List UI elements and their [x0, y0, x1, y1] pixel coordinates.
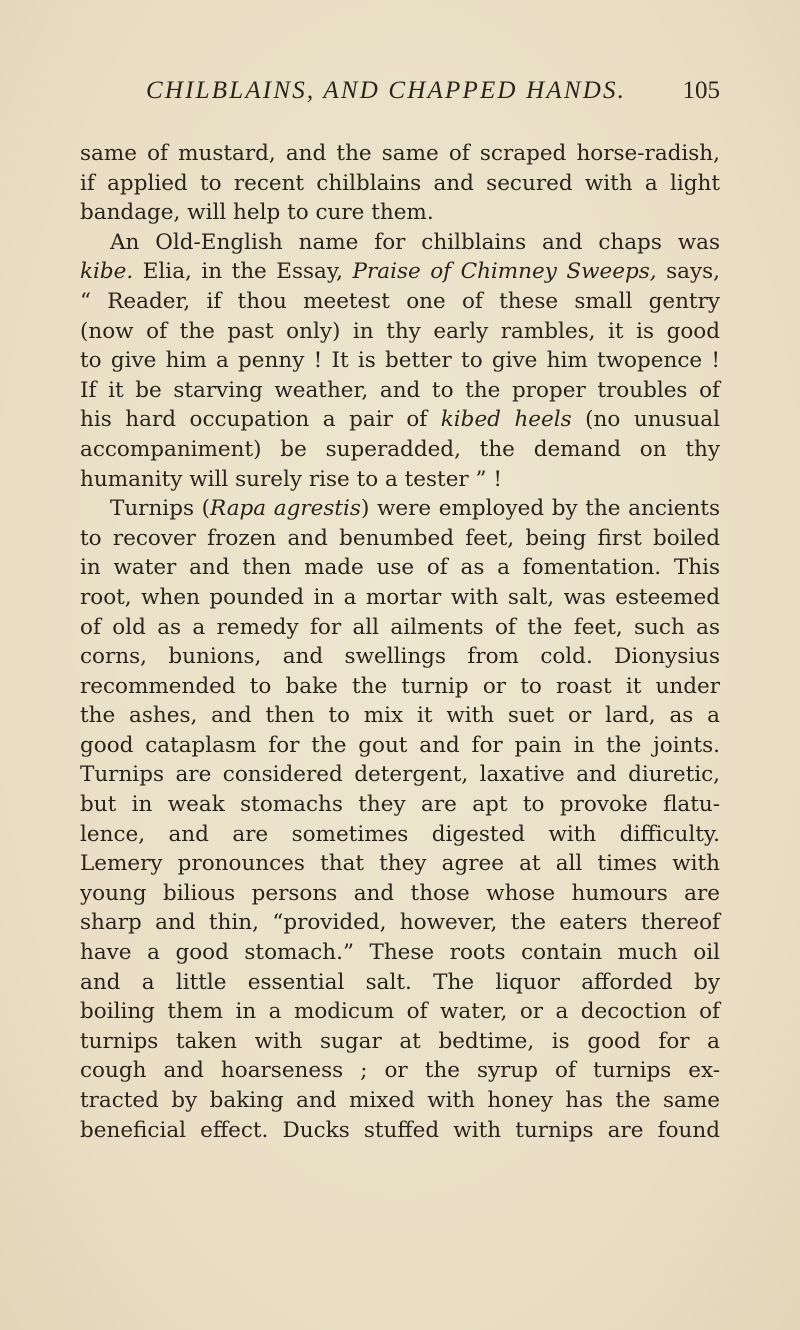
text-line: if applied to recent chilblains and secured with a light: [80, 170, 720, 196]
text-line: in water and then made use of as a fomentation. This: [80, 555, 720, 581]
text-line: good cataplasm for the gout and for pain in the joints.: [80, 732, 720, 758]
text-line: bandage, will help to cure them.: [80, 200, 434, 226]
text-span: Elia, in the Essay,: [133, 259, 353, 285]
text-line: to recover frozen and benumbed feet, being first boiled: [80, 525, 720, 551]
text-line: cough and hoarseness ; or the syrup of turnips ex-: [80, 1058, 720, 1084]
text-line: (now of the past only) in thy early rambles, it is good: [80, 318, 720, 344]
text-line: “ Reader, if thou meetest one of these small gentry: [80, 288, 720, 314]
italic-title: Praise of Chimney Sweeps,: [352, 259, 657, 285]
text-line: have a good stomach.” These roots contain much oil: [80, 940, 720, 966]
text-line: Turnips are considered detergent, laxative and diuretic,: [80, 762, 720, 788]
text-line: Lemery pronounces that they agree at all times with: [80, 851, 720, 877]
italic-term: kibe.: [80, 259, 134, 285]
text-line: recommended to bake the turnip or to roast it under: [80, 673, 720, 699]
text-line: beneficial effect. Ducks stuffed with turnips are found: [80, 1117, 720, 1143]
text-line: young bilious persons and those whose humours are: [80, 880, 720, 906]
text-span: says,: [656, 259, 720, 285]
text-line: boiling them in a modicum of water, or a decoction of: [80, 999, 720, 1025]
text-span: ) were employed by the ancients: [360, 496, 720, 522]
page-header: [146, 76, 720, 112]
text-line: [80, 405, 720, 435]
text-line: of old as a remedy for all ailments of the feet, such as: [80, 614, 720, 640]
text-line: the ashes, and then to mix it with suet or lard, as a: [80, 703, 720, 729]
paragraph-start-line: [80, 494, 720, 524]
text-line: sharp and thin, “provided, however, the eaters thereof: [80, 910, 720, 936]
page-number: 105: [682, 77, 720, 104]
text-line: to give him a penny ! It is better to give him twopence !: [80, 348, 720, 374]
text-line: tracted by baking and mixed with honey has the same: [80, 1088, 720, 1113]
paragraph-start-line: An Old-English name for chilblains and chaps was: [110, 229, 720, 255]
text-span: (no unusual: [571, 407, 720, 433]
text-line: accompaniment) be superadded, the demand on thy: [80, 436, 720, 462]
text-line: but in weak stomachs they are apt to provoke flatu-: [80, 792, 720, 818]
text-span: his hard occupation a pair of: [80, 407, 441, 433]
text-line: humanity will surely rise to a tester ” !: [80, 466, 503, 492]
italic-term: kibed heels: [440, 407, 572, 433]
text-line: same of mustard, and the same of scraped horse-radish,: [80, 141, 720, 166]
text-line: turnips taken with sugar at bedtime, is good for a: [80, 1028, 720, 1054]
text-line: [80, 257, 720, 287]
body-text: [80, 139, 720, 1145]
text-line: root, when pounded in a mortar with salt, was esteemed: [80, 584, 720, 610]
running-title: CHILBLAINS, AND CHAPPED HANDS.: [146, 77, 627, 104]
text-line: If it be starving weather, and to the proper troubles of: [80, 377, 720, 403]
text-line: lence, and are sometimes digested with difficulty.: [80, 821, 720, 847]
text-span: Turnips (: [110, 496, 211, 522]
text-line: and a little essential salt. The liquor afforded by: [80, 969, 720, 995]
italic-term: Rapa agrestis: [210, 496, 361, 522]
text-line: corns, bunions, and swellings from cold. Dionysius: [80, 644, 720, 670]
